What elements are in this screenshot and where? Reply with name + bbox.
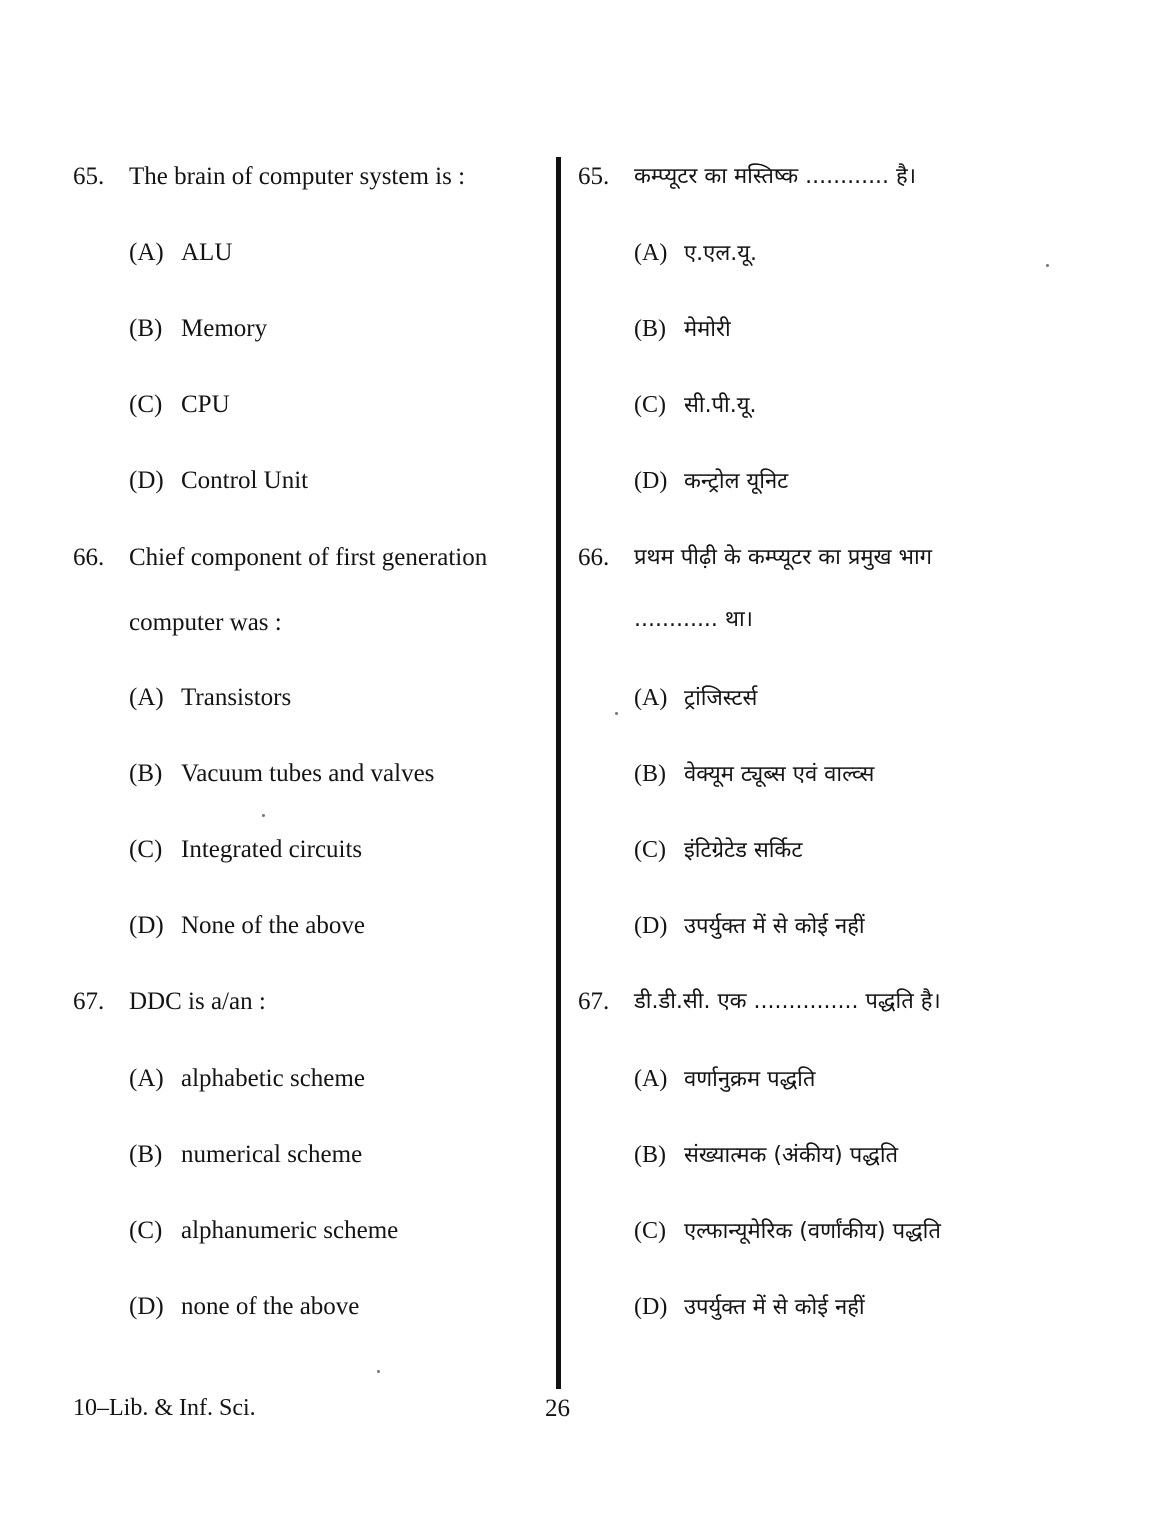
scan-speck: [377, 1370, 380, 1373]
footer-subject-code: 10–Lib. & Inf. Sci.: [73, 1395, 256, 1421]
option-text: Control Unit: [181, 467, 309, 494]
option-label: (A): [634, 1066, 668, 1092]
option-label: (A): [129, 684, 164, 711]
option-text: एल्फान्यूमेरिक (वर्णांकीय) पद्धति: [684, 1219, 941, 1244]
option-text: ए.एल.यू.: [684, 241, 757, 266]
option-text: वर्णानुक्रम पद्धति: [684, 1067, 816, 1092]
scan-speck: [615, 712, 618, 715]
option-label: (B): [129, 1141, 163, 1168]
option-label: (C): [129, 391, 163, 418]
question-text: कम्प्यूटर का मस्तिष्क ............ है।: [634, 164, 917, 189]
scan-speck: [262, 814, 265, 817]
question-number: 65.: [73, 163, 105, 190]
option-label: (C): [129, 836, 163, 863]
question-text: The brain of computer system is :: [129, 163, 466, 190]
option-text: इंटिग्रेटेड सर्किट: [684, 838, 803, 863]
option-label: (C): [634, 837, 666, 863]
option-label: (B): [129, 760, 163, 787]
option-label: (A): [129, 239, 164, 266]
option-label: (D): [634, 913, 668, 939]
option-label: (D): [634, 468, 668, 494]
option-label: (C): [129, 1217, 163, 1244]
option-text: उपर्युक्त में से कोई नहीं: [684, 1295, 865, 1320]
question-number: 67.: [73, 988, 105, 1015]
option-text: ट्रांजिस्टर्स: [684, 686, 758, 711]
option-label: (B): [129, 315, 163, 342]
scan-speck: [1046, 264, 1049, 267]
option-label: (A): [634, 240, 668, 266]
question-number: 65.: [578, 163, 610, 190]
question-text: Chief component of first generation: [129, 544, 488, 571]
option-text: Memory: [181, 315, 268, 342]
option-label: (D): [634, 1294, 668, 1320]
option-text: ALU: [181, 239, 233, 266]
question-number: 66.: [578, 544, 610, 571]
option-text: संख्यात्मक (अंकीय) पद्धति: [684, 1143, 899, 1168]
option-label: (D): [129, 912, 164, 939]
question-text-line-2: computer was :: [129, 609, 282, 636]
option-label: (D): [129, 467, 164, 494]
page-number: 26: [545, 1395, 570, 1422]
option-text: कन्ट्रोल यूनिट: [684, 469, 789, 494]
option-label: (B): [634, 761, 666, 787]
option-text: alphabetic scheme: [181, 1065, 365, 1092]
question-text: डी.डी.सी. एक ............... पद्धति है।: [634, 989, 941, 1014]
option-text: none of the above: [181, 1293, 360, 1320]
option-label: (A): [634, 685, 668, 711]
option-text: alphanumeric scheme: [181, 1217, 399, 1244]
option-label: (C): [634, 392, 666, 418]
question-number: 66.: [73, 544, 105, 571]
option-label: (D): [129, 1293, 164, 1320]
question-text-line-2: ............ था।: [634, 607, 754, 632]
question-number: 67.: [578, 988, 610, 1015]
column-divider: [556, 157, 561, 1389]
option-text: None of the above: [181, 912, 365, 939]
option-text: CPU: [181, 391, 230, 418]
option-text: उपर्युक्त में से कोई नहीं: [684, 914, 865, 939]
option-text: numerical scheme: [181, 1141, 363, 1168]
option-text: सी.पी.यू.: [684, 393, 757, 418]
option-text: मेमोरी: [684, 317, 731, 342]
option-text: Vacuum tubes and valves: [181, 760, 435, 787]
option-text: वेक्यूम ट्यूब्स एवं वाल्व्स: [684, 762, 875, 787]
question-text: DDC is a/an :: [129, 988, 266, 1015]
option-label: (A): [129, 1065, 164, 1092]
option-label: (C): [634, 1218, 666, 1244]
option-label: (B): [634, 1142, 666, 1168]
option-text: Integrated circuits: [181, 836, 363, 863]
option-label: (B): [634, 316, 666, 342]
option-text: Transistors: [181, 684, 292, 711]
question-text: प्रथम पीढ़ी के कम्प्यूटर का प्रमुख भाग: [634, 545, 933, 570]
